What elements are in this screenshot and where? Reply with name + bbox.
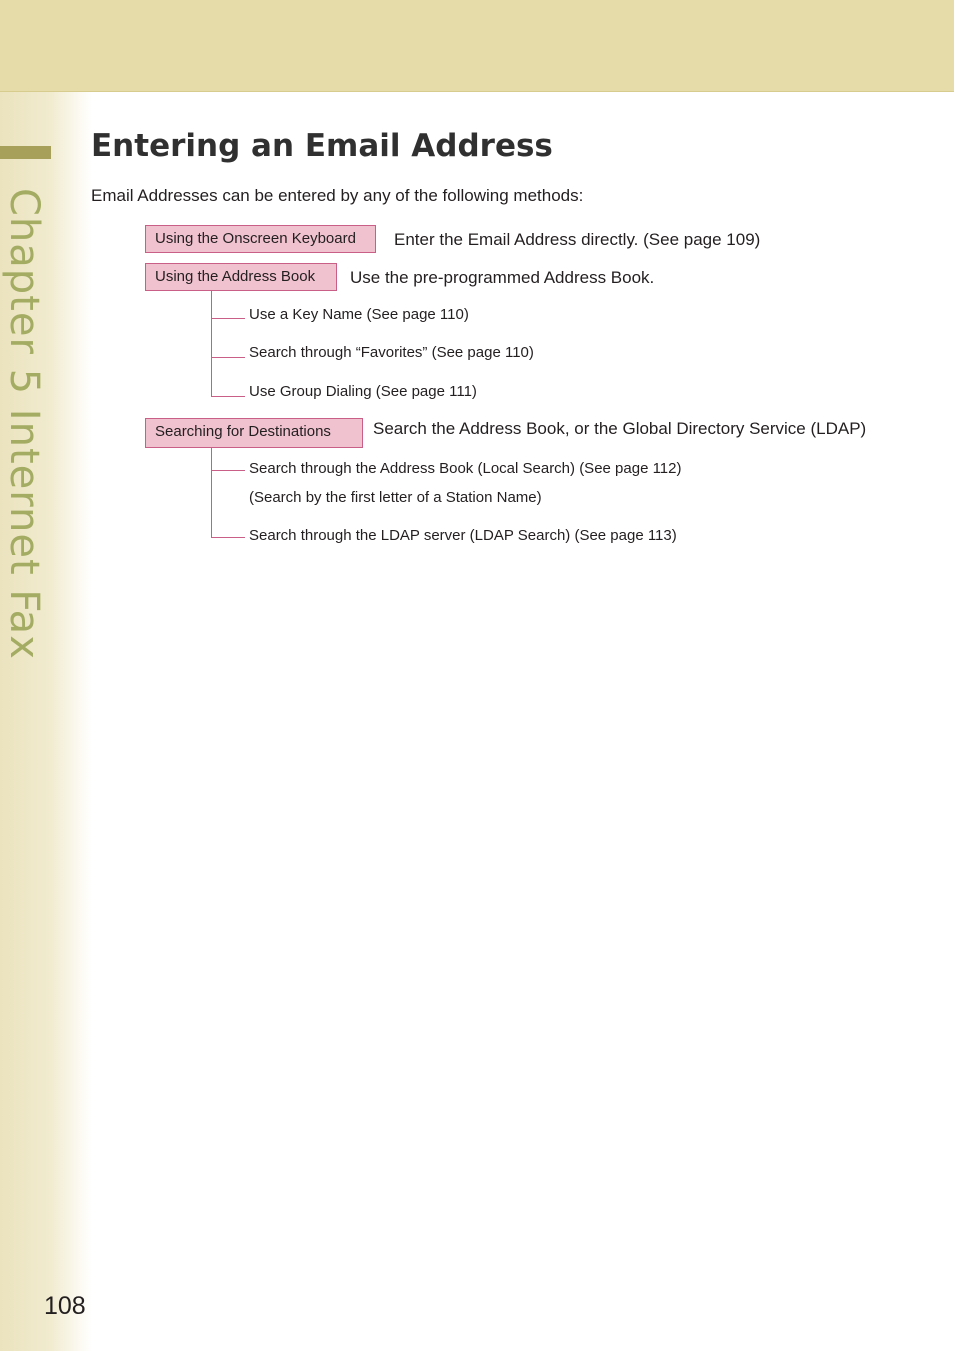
intro-text: Email Addresses can be entered by any of the following methods: xyxy=(91,186,584,205)
address-book-branch-line xyxy=(211,291,212,396)
address-book-branch-connector xyxy=(211,357,245,358)
search-branch-line xyxy=(211,448,212,537)
sub-item-group-dialing: Use Group Dialing (See page 111) xyxy=(249,383,477,400)
sub-item-favorites: Search through “Favorites” (See page 110) xyxy=(249,344,534,361)
header-band xyxy=(0,0,954,92)
sub-item-key-name: Use a Key Name (See page 110) xyxy=(249,306,469,323)
sub-item-ldap-search: Search through the LDAP server (LDAP Search) (See page 113) xyxy=(249,527,677,544)
sub-item-local-search-note: (Search by the first letter of a Station Name) xyxy=(249,489,542,506)
address-book-branch-connector xyxy=(211,318,245,319)
page-title: Entering an Email Address xyxy=(91,128,553,164)
method-searching-destinations: Searching for Destinations xyxy=(145,418,363,448)
search-branch-connector xyxy=(211,470,245,471)
chapter-tab: Chapter 5 Internet Fax xyxy=(1,188,47,660)
method-onscreen-keyboard: Using the Onscreen Keyboard xyxy=(145,225,376,253)
method-address-book-description: Use the pre-programmed Address Book. xyxy=(350,268,655,287)
page-number: 108 xyxy=(44,1292,86,1320)
chapter-marker xyxy=(0,146,51,159)
search-branch-connector xyxy=(211,537,245,538)
address-book-branch-connector xyxy=(211,396,245,397)
method-onscreen-keyboard-description: Enter the Email Address directly. (See page 109) xyxy=(394,230,761,249)
sub-item-local-search: Search through the Address Book (Local Search) (See page 112) xyxy=(249,460,682,477)
method-searching-destinations-description: Search the Address Book, or the Global Directory Service (LDAP) xyxy=(373,419,867,438)
method-address-book: Using the Address Book xyxy=(145,263,337,291)
